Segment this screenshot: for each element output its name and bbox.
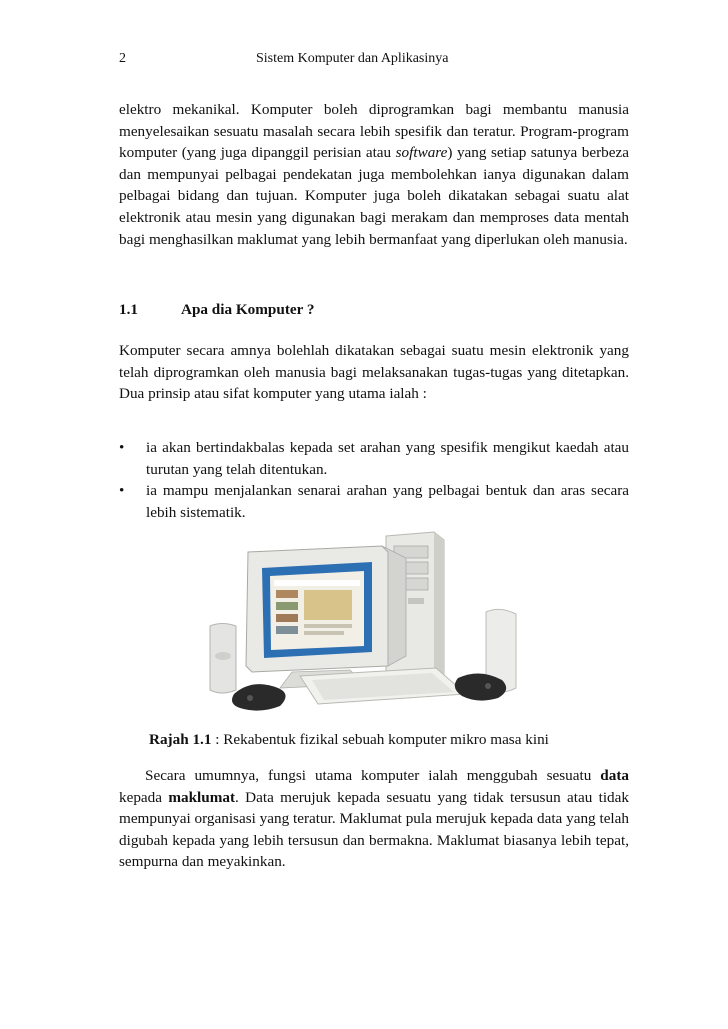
caption-separator: : bbox=[211, 731, 224, 748]
paragraph-data-text-c: . Data merujuk kepada sesuatu yang tidak tersusun atau tidak mempunyai organisasi yang teratur. Maklumat pula merujuk kepada data yang telah digubah kepada yang lebih tersusun dan bermakna. Maklumat biasanya lebih tepat, sempurna dan meyakinkan. bbox=[119, 788, 629, 871]
list-item bbox=[119, 480, 629, 523]
bullet-icon: • bbox=[119, 482, 125, 500]
paragraph-intro-text-a: elektro mekanikal. Komputer boleh diprogramkan bagi membantu manusia menyelesaikan sesuatu masalah secara lebih spesifik dan teratur. Program-program komputer (yang juga dipanggil perisian atau bbox=[119, 101, 629, 162]
paragraph-intro-text-b: ) yang setiap satunya berbeza dan mempunyai pelbagai pendekatan juga membolehkan ianya digunakan dalam pelbagai bidang dan tujuan. Komputer juga boleh dikatakan sebagai suatu alat elektronik atau mesin yang digunakan bagi merakam dan memproses data mentah bagi menghasilkan maklumat yang lebih bermanfaat yang diperlukan oleh manusia. bbox=[119, 144, 629, 248]
list-item-text: ia mampu menjalankan senarai arahan yang pelbagai bentuk dan aras secara lebih sistematik. bbox=[146, 482, 629, 521]
page-number: 2 bbox=[119, 51, 126, 66]
desktop-computer-icon bbox=[200, 528, 540, 718]
computer-figure bbox=[200, 528, 540, 718]
list-item-text: ia akan bertindakbalas kepada set arahan yang spesifik mengikut kaedah atau turutan yang telah ditentukan. bbox=[146, 439, 629, 478]
list-item bbox=[119, 437, 629, 480]
software-term: software bbox=[395, 144, 448, 162]
paragraph-data-info bbox=[119, 765, 629, 873]
figure-label: Rajah 1.1 bbox=[149, 731, 212, 748]
caption-text: Rekabentuk fizikal sebuah komputer mikro masa kini bbox=[223, 731, 549, 748]
section-title: Apa dia Komputer ? bbox=[181, 301, 315, 318]
bullet-icon: • bbox=[119, 439, 125, 456]
term-data: data bbox=[600, 767, 629, 784]
term-maklumat: maklumat bbox=[168, 788, 236, 806]
paragraph-data-text-a: Secara umumnya, fungsi utama komputer ialah menggubah sesuatu bbox=[145, 767, 601, 784]
running-title: Sistem Komputer dan Aplikasinya bbox=[256, 51, 449, 66]
paragraph-data-text-b: kepada bbox=[119, 788, 169, 806]
figure-caption bbox=[149, 729, 549, 750]
paragraph-definition: Komputer secara amnya bolehlah dikatakan sebagai suatu mesin elektronik yang telah diprogramkan oleh manusia bagi melaksanakan tugas-tugas yang ditetapkan. Dua prinsip atau sifat komputer yang utama ialah : bbox=[119, 342, 629, 403]
paragraph-intro bbox=[119, 99, 629, 250]
section-number: 1.1 bbox=[119, 301, 138, 318]
principles-list bbox=[119, 437, 629, 523]
